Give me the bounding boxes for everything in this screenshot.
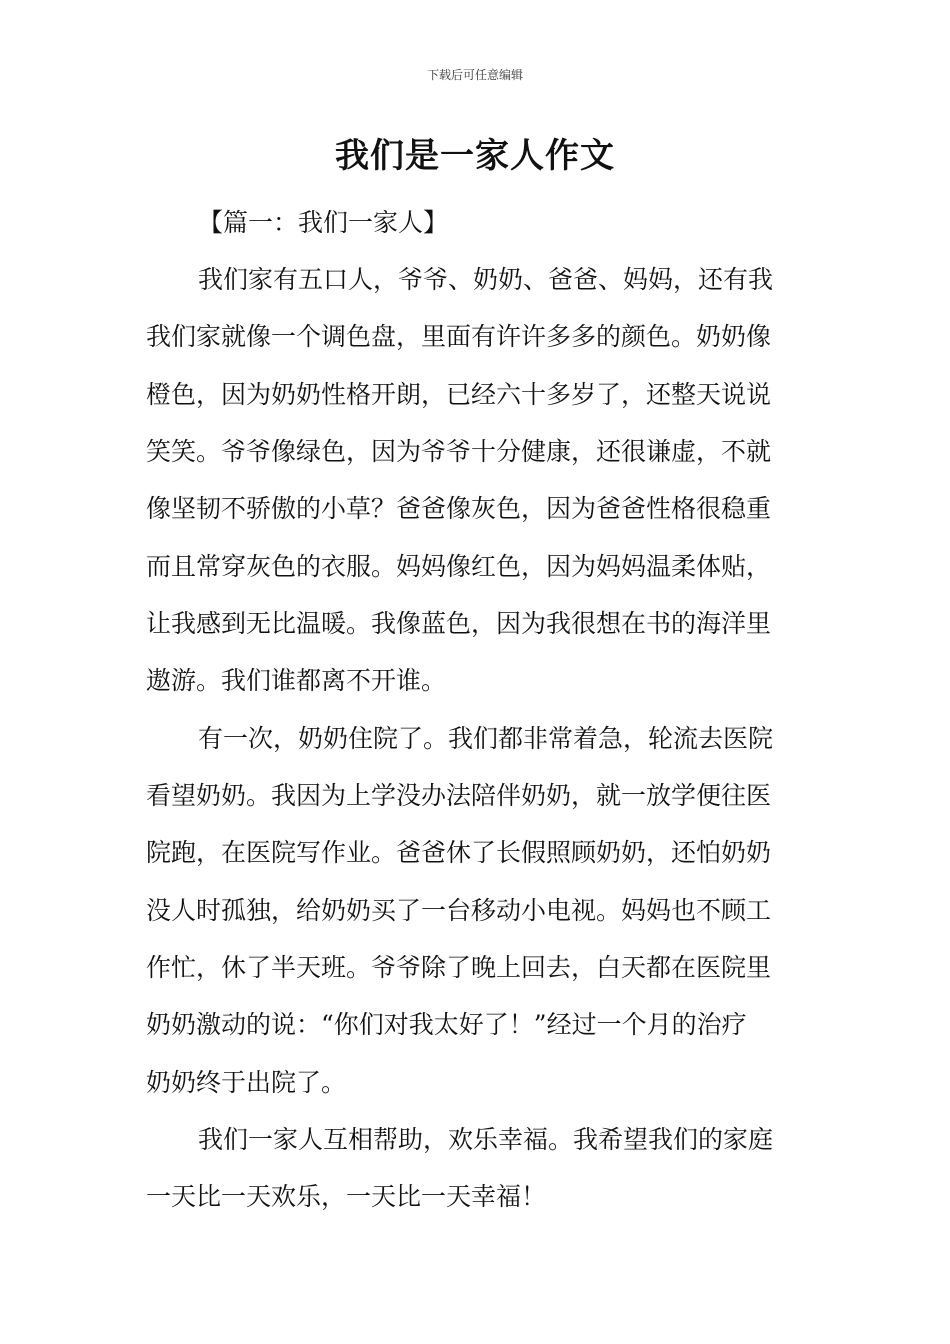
paragraph-line: 橙色，因为奶奶性格开朗，已经六十多岁了，还整天说说 bbox=[146, 380, 772, 409]
paragraph-line: 看望奶奶。我因为上学没办法陪伴奶奶，就一放学便往医 bbox=[146, 781, 772, 810]
paragraph-line: 笑笑。爷爷像绿色，因为爷爷十分健康，还很谦虚，不就 bbox=[146, 437, 772, 466]
header-note: 下载后可任意编辑 bbox=[426, 68, 523, 82]
paragraph-line: 奶奶终于出院了。 bbox=[146, 1068, 347, 1097]
paragraph-line: 作忙，休了半天班。爷爷除了晚上回去，白天都在医院里 bbox=[146, 953, 772, 982]
paragraph-line: 没人时孤独，给奶奶买了一台移动小电视。妈妈也不顾工 bbox=[146, 896, 772, 925]
paragraph-line: 院跑，在医院写作业。爸爸休了长假照顾奶奶，还怕奶奶 bbox=[146, 838, 772, 867]
paragraph-line: 我们一家人互相帮助，欢乐幸福。我希望我们的家庭 bbox=[198, 1125, 774, 1154]
paragraph-line: 奶奶激动的说：“你们对我太好了！”经过一个月的治疗 bbox=[146, 1010, 747, 1039]
paragraph-line: 一天比一天欢乐，一天比一天幸福！ bbox=[146, 1182, 547, 1211]
paragraph-line: 让我感到无比温暖。我像蓝色，因为我很想在书的海洋里 bbox=[146, 609, 772, 638]
paragraph-line: 遨游。我们谁都离不开谁。 bbox=[146, 666, 447, 695]
paragraph-line: 像坚韧不骄傲的小草？爸爸像灰色，因为爸爸性格很稳重 bbox=[146, 494, 772, 523]
section-heading: 【篇一：我们一家人】 bbox=[198, 208, 449, 237]
paragraph-line: 而且常穿灰色的衣服。妈妈像红色，因为妈妈温柔体贴， bbox=[146, 552, 772, 581]
paragraph-line: 有一次，奶奶住院了。我们都非常着急，轮流去医院 bbox=[198, 724, 774, 753]
document-title: 我们是一家人作文 bbox=[335, 136, 615, 176]
paragraph-line: 我们家就像一个调色盘，里面有许许多多的颜色。奶奶像 bbox=[146, 322, 772, 351]
paragraph-line: 我们家有五口人，爷爷、奶奶、爸爸、妈妈，还有我 bbox=[198, 265, 774, 294]
